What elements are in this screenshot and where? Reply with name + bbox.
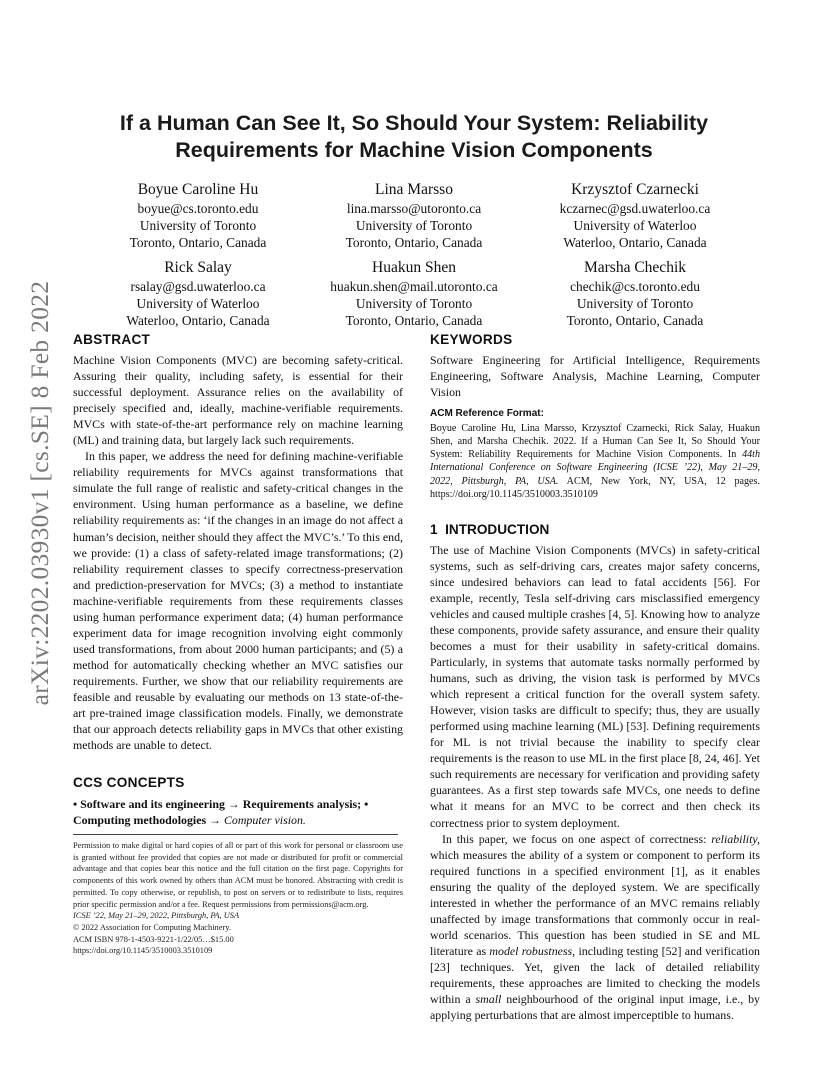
text-run: In this paper, we focus on one aspect of correctness: [442,831,707,846]
section-number: 1 [430,521,438,537]
author-location: Waterloo, Ontario, Canada [126,313,270,328]
text-run: including testing [52] and verification [23] techniques. Yet, given the lack of detailed reliability requirements, these approaches are limited to checking the models within a [430,943,760,1007]
text-run-italic: small [475,992,502,1007]
copyright-line: © 2022 Association for Computing Machinery. [73,922,231,932]
acm-reference-text [430,422,760,501]
author-location: Toronto, Ontario, Canada [566,313,704,328]
author-location: Toronto, Ontario, Canada [345,235,483,250]
arxiv-side-identifier: arXiv:2202.03930v1 [cs.SE] 8 Feb 2022 [25,280,54,706]
author-location: Toronto, Ontario, Canada [345,313,483,328]
author-email: lina.marsso@utoronto.ca [346,201,482,216]
author-name: Lina Marsso [375,181,453,198]
author-affiliation: University of Waterloo [136,296,260,311]
permission-text: Permission to make digital or hard copies of all or part of this work for personal or classroom use is granted without fee provided that copies are not made or distributed for profit or commercial advantage and that copies bear this notice and the full citation on the first page. Copyrights for components of this work owned by others than ACM must be honored. Abstracting with credit is permitted. To copy otherwise, or republish, to post on servers or to redistribute to lists, requires prior specific permission and/or a fee. Request permissions from permissions@acm.org. [73,841,403,909]
acm-reference-part: Boyue Caroline Hu, Lina Marsso, Krzysztof Czarnecki, Rick Salay, Huakun Shen, and Marsha Chechik. 2022. If a Human Can See It, So Should Your System: Reliability Requirements for Machine Vision Components. In [430,423,760,461]
author-email: rsalay@gsd.uwaterloo.ca [130,279,266,294]
text-run-italic: model robustness, [489,943,576,958]
ccs-line2: Computing methodologies → [73,813,221,828]
abstract-paragraph: Machine Vision Components (MVC) are becoming safety-critical. Assuring their quality, including safety, is essential for their successful deployment. Assurance relies on the availability of precisely specified and, ideally, machine-verifiable requirements. MVCs with state-of-the-art performance rely on machine learning (ML) and training data, but largely lack such requirements. [73,353,403,448]
text-run: neighbourhood of the original input image, i.e., by applying perturbations that are almost imperceptible to humans. [430,992,760,1023]
doi-line: https://doi.org/10.1145/3510003.3510109 [73,946,213,956]
intro-paragraph [430,831,760,1024]
author-block [299,258,529,329]
acm-reference-venue: 44th International Conference on Software Engineering (ICSE ’22), May 21–29, 2022, Pittsburgh, PA, USA. [430,449,761,487]
author-block [83,180,313,251]
intro-paragraph: The use of Machine Vision Components (MVCs) in safety-critical systems, such as self-driving cars, creates major safety concerns, since undesired behaviors can lead to fatal accidents [56]. For example, recently, Tesla self-driving cars misclassified emergency vehicles and caused multiple crashes [4, 5]. Knowing how to analyze these components, provide safety assurance, and ensure their quality becomes a must for their usability in safety-critical domains. Particularly, in systems that automate tasks normally performed by humans, such as driving, the vision task is performed by MVCs which represent a critical function for the overall system safety. However, vision tasks are difficult to specify; thus, they are usually performed using machine learning (ML) [53]. Defining requirements for ML is not trivial because the inability to specify clear requirements is the reason to use ML in the first place [8, 24, 46]. Yet such requirements are necessary for verification and providing safety guarantees. As a first step towards safe MVCs, one needs to define what it means for an MVC to be correct and then check its correctness prior to system deployment. [430,542,760,830]
author-location: Toronto, Ontario, Canada [129,235,267,250]
conference-line: ICSE ’22, May 21–29, 2022, Pittsburgh, PA, USA [73,911,240,921]
author-location: Waterloo, Ontario, Canada [563,235,707,250]
author-block [83,258,313,329]
author-email: kczarnec@gsd.uwaterloo.ca [559,201,711,216]
keywords-heading: KEYWORDS [430,332,513,347]
ccs-line2-term: Computer vision. [223,813,306,828]
author-email: huakun.shen@mail.utoronto.ca [330,279,498,294]
ccs-line1: • Software and its engineering → Requirements analysis; • [73,797,369,812]
abstract-paragraph: In this paper, we address the need for defining machine-verifiable reliability requirements for MVCs against transformations that simulate the full range of realistic and safety-critical changes in the environment. Using human performance as a baseline, we define reliability requirements as: ‘if the changes in an image do not affect a human’s decision, neither should they affect the MVC’s.’ To this end, we provide: (1) a class of safety-related image transformations; (2) reliability requirement classes to specify correctness-preservation and prediction-preservation for MVCs; (3) a method to instantiate machine-verifiable requirements from these requirements classes using human performance experiment data; (4) human performance experiment data for image recognition involving eight commonly used transformations, from about 2000 human participants; and (5) a method for automatically checking whether an MVC satisfies our requirements. Further, we show that our reliability requirements are feasible and reusable by evaluating our methods on 13 state-of-the-art pre-trained image classification models. Finally, we demonstrate that our approach detects reliability gaps in MVCs that other existing methods are unable to detect. [73,449,403,753]
author-email: boyue@cs.toronto.edu [137,201,259,216]
ccs-heading: CCS CONCEPTS [73,775,185,791]
acm-reference [430,407,760,501]
author-name: Marsha Chechik [583,259,686,276]
author-name: Rick Salay [164,259,232,276]
author-affiliation: University of Toronto [139,218,257,233]
left-column [73,331,403,828]
author-block [299,180,529,251]
section-title: INTRODUCTION [445,521,550,537]
acm-reference-heading: ACM Reference Format: [430,408,544,420]
footnote-rule [73,834,398,835]
author-block [520,180,750,251]
permission-footnote [73,840,403,957]
isbn-line: ACM ISBN 978-1-4503-9221-1/22/05…$15.00 [73,934,234,944]
author-affiliation: University of Toronto [355,218,473,233]
keywords-text: Software Engineering for Artificial Intelligence, Requirements Engineering, Software Analysis, Machine Learning, Computer Vision [430,353,760,400]
author-name: Krzysztof Czarnecki [571,181,699,198]
text-run: which measures the ability of a system or component to perform its required functions in a specified environment [1], as it enables ensuring the quality of the deployed system. We are specifically interested in whether the performance of an MVC remains reliably unaffected by image transformations that commonly occur in real-world scenarios. This question has been studied in SE and ML literature as [430,847,760,958]
author-affiliation: University of Waterloo [573,218,697,233]
text-run-italic: reliability, [711,831,760,846]
author-block [520,258,750,329]
author-affiliation: University of Toronto [355,296,473,311]
author-email: chechik@cs.toronto.edu [570,279,700,294]
author-name: Huakun Shen [372,259,456,276]
author-name: Boyue Caroline Hu [137,181,259,198]
acm-reference-part: ACM, New York, NY, USA, 12 pages. https://doi.org/10.1145/3510003.3510109 [430,475,760,500]
author-affiliation: University of Toronto [576,296,694,311]
right-column [430,331,760,1023]
paper-title: If a Human Can See It, So Should Your System: Reliability Requirements for Machine Vision Components [119,111,709,162]
introduction-heading [430,521,760,538]
abstract-heading: ABSTRACT [73,332,151,347]
ccs-concepts [73,796,403,828]
